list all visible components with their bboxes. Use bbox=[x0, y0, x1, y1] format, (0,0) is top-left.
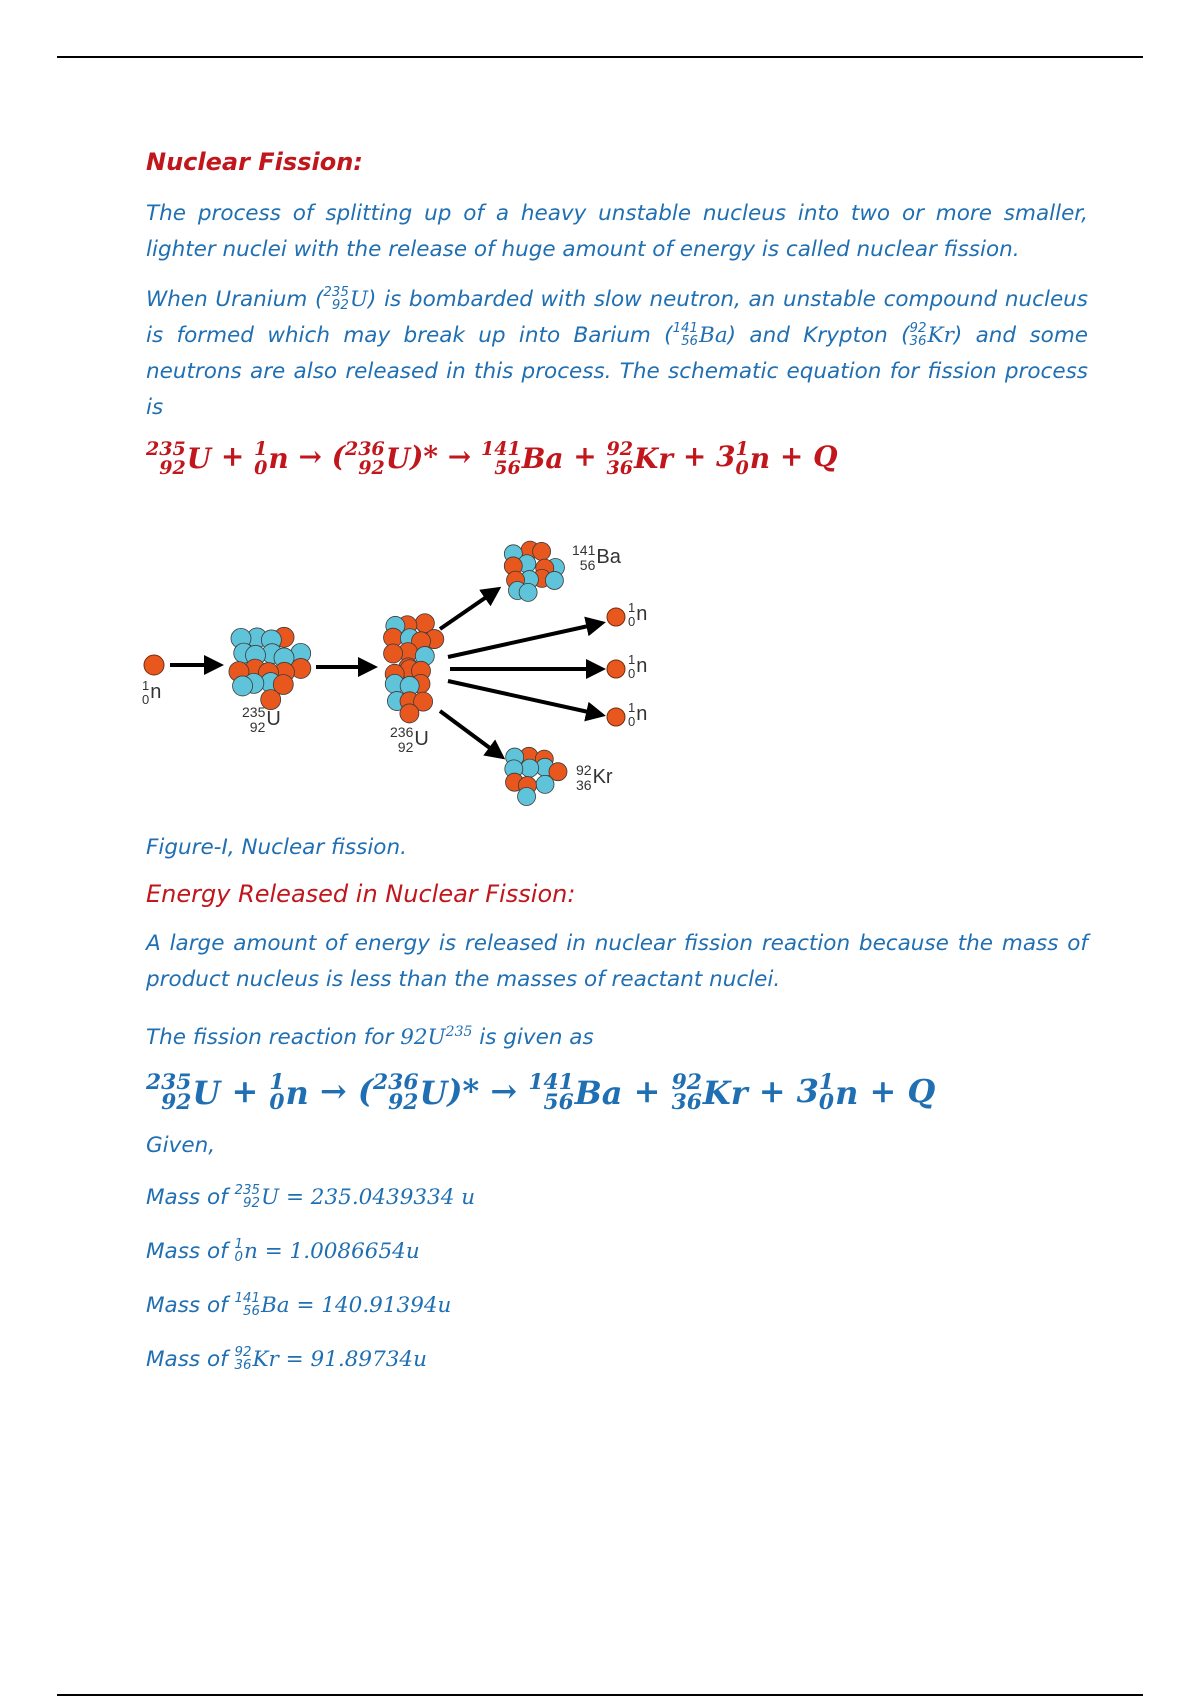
mass-number: 92 bbox=[576, 761, 592, 778]
plus-sign: + bbox=[682, 440, 707, 473]
top-rule bbox=[57, 56, 1143, 58]
label-u236 bbox=[390, 725, 429, 755]
mass-number: 92 bbox=[606, 438, 633, 461]
atomic-number: 92 bbox=[243, 1195, 260, 1211]
mass-prefix: Mass of bbox=[146, 1184, 235, 1210]
atomic-number: 92 bbox=[249, 718, 266, 735]
isotope bbox=[235, 1234, 258, 1270]
isotope-u235 bbox=[146, 1069, 221, 1116]
nucleon bbox=[233, 676, 253, 696]
symbol: n bbox=[636, 603, 648, 626]
nucleon bbox=[384, 644, 403, 663]
mass-number: 236 bbox=[344, 438, 385, 461]
symbol: n bbox=[636, 655, 648, 678]
isotope-kr92 bbox=[910, 318, 954, 354]
symbol: Kr bbox=[927, 323, 954, 348]
symbol: U bbox=[266, 708, 281, 731]
para-fission-reaction-intro bbox=[146, 1014, 1088, 1056]
close-paren-star: )* bbox=[447, 1071, 480, 1110]
label-neutron-out-1 bbox=[628, 601, 647, 629]
nucleon bbox=[545, 571, 563, 589]
atomic-number: 0 bbox=[628, 613, 636, 629]
isotope-ba141 bbox=[528, 1069, 623, 1116]
isotope-u235 bbox=[323, 282, 368, 318]
symbol: n bbox=[150, 681, 162, 704]
isotope-neutron bbox=[254, 438, 289, 479]
mass-row-neutron bbox=[146, 1234, 1088, 1270]
text: is given as bbox=[472, 1024, 594, 1050]
arrow-to-neutron-3 bbox=[448, 681, 602, 715]
mass-prefix: Mass of bbox=[146, 1346, 235, 1372]
symbol: n bbox=[835, 1074, 859, 1113]
arrow-to-krypton bbox=[440, 711, 502, 757]
mass-list bbox=[146, 1180, 1088, 1378]
isotope-neutron bbox=[269, 1069, 309, 1116]
nucleus-u235 bbox=[229, 627, 311, 709]
mass-number: 1 bbox=[628, 699, 636, 715]
coefficient: 3 bbox=[796, 1071, 819, 1110]
mass-row-krypton bbox=[146, 1342, 1088, 1378]
plus-sign: + bbox=[633, 1071, 661, 1110]
atomic-number: 92 bbox=[159, 456, 186, 479]
mass-number: 1 bbox=[142, 677, 150, 693]
symbol: Kr bbox=[633, 442, 674, 475]
symbol: U bbox=[192, 1074, 221, 1113]
plus-sign: + bbox=[573, 440, 597, 473]
mass-number: 236 bbox=[373, 1069, 419, 1095]
atomic-number: 0 bbox=[234, 1249, 244, 1265]
figure-caption: Figure-I, Nuclear fission. bbox=[146, 834, 407, 860]
released-neutron-1 bbox=[607, 608, 625, 626]
mass-number: 1 bbox=[254, 438, 268, 461]
isotope-ba141 bbox=[673, 318, 728, 354]
symbol: Ba bbox=[699, 323, 728, 348]
atomic-number: 56 bbox=[494, 456, 521, 479]
symbol: Ba bbox=[260, 1292, 290, 1318]
label-barium bbox=[572, 543, 621, 573]
text: ) is bombarded with slow neutron, an unstable compound nucleus is formed which may break up into Barium ( bbox=[146, 287, 1088, 348]
mass-number: 235 bbox=[323, 285, 349, 301]
atomic-number: 0 bbox=[142, 691, 150, 707]
mass-number: 141 bbox=[528, 1069, 574, 1095]
incoming-neutron bbox=[144, 655, 164, 675]
atomic-number: 56 bbox=[543, 1090, 574, 1116]
plus-sign: + bbox=[231, 1071, 259, 1110]
bottom-rule bbox=[57, 1694, 1143, 1696]
mass-number: 235 bbox=[146, 438, 186, 461]
atomic-number: 0 bbox=[735, 456, 749, 479]
symbol: U bbox=[385, 442, 411, 475]
text: ) and Krypton ( bbox=[727, 323, 910, 348]
arrow-to-barium bbox=[440, 589, 498, 629]
isotope-u235 bbox=[146, 438, 212, 479]
mass-number: 1 bbox=[628, 651, 636, 667]
mass-number: 141 bbox=[234, 1291, 260, 1307]
label-neutron-out-2 bbox=[628, 653, 647, 681]
symbol: Ba bbox=[521, 442, 564, 475]
atomic-number: 0 bbox=[818, 1090, 835, 1116]
atomic-number: 36 bbox=[909, 334, 927, 349]
coefficient: 3 bbox=[716, 440, 736, 473]
mass-row-u235 bbox=[146, 1180, 1088, 1216]
isotope-u236 bbox=[344, 438, 411, 479]
label-u235 bbox=[242, 705, 281, 735]
mass-number: 1 bbox=[818, 1069, 835, 1095]
atomic-number: 36 bbox=[606, 456, 633, 479]
mass-number: 235 bbox=[234, 1183, 260, 1199]
symbol: Ba bbox=[596, 546, 621, 569]
arrow: → bbox=[319, 1071, 347, 1110]
plus-sign: + bbox=[758, 1071, 786, 1110]
atomic-number: 36 bbox=[671, 1090, 702, 1116]
symbol: Ba bbox=[574, 1074, 623, 1113]
isotope-neutron bbox=[735, 438, 771, 479]
released-neutron-2 bbox=[607, 660, 625, 678]
superscript: 235 bbox=[445, 1023, 473, 1040]
atomic-number: 92 bbox=[358, 456, 385, 479]
symbol: n bbox=[268, 442, 289, 475]
nucleon bbox=[533, 542, 551, 560]
mass-number: 92 bbox=[909, 321, 927, 337]
label-krypton bbox=[576, 763, 613, 793]
open-paren: ( bbox=[331, 440, 345, 473]
symbol: Kr bbox=[702, 1074, 748, 1113]
para-uranium-bombardment bbox=[146, 282, 1088, 426]
mass-number: 141 bbox=[672, 321, 699, 337]
mass-prefix: Mass of bbox=[146, 1238, 235, 1264]
released-neutron-3 bbox=[607, 708, 625, 726]
atomic-number: 0 bbox=[628, 713, 636, 729]
mass-value: = 1.0086654u bbox=[257, 1238, 420, 1264]
symbol: U bbox=[414, 728, 429, 751]
energy-q: Q bbox=[813, 440, 838, 473]
mass-value: = 91.89734u bbox=[278, 1346, 427, 1372]
atomic-number: 36 bbox=[234, 1357, 252, 1373]
isotope bbox=[235, 1342, 279, 1378]
isotope-kr92 bbox=[606, 438, 674, 479]
atomic-number: 92 bbox=[161, 1090, 192, 1116]
close-paren-star: )* bbox=[410, 440, 438, 473]
open-paren: ( bbox=[357, 1071, 374, 1110]
mass-number: 235 bbox=[242, 703, 266, 720]
arrow-to-neutron-1 bbox=[448, 623, 602, 657]
mass-number: 92 bbox=[234, 1345, 252, 1361]
energy-q: Q bbox=[907, 1071, 936, 1110]
label-n-in bbox=[142, 679, 161, 707]
atomic-number: 56 bbox=[243, 1303, 260, 1319]
mass-row-barium bbox=[146, 1288, 1088, 1324]
para-definition: The process of splitting up of a heavy unstable nucleus into two or more smaller, lighter nuclei with the release of huge amount of energy is called nuclear fission. bbox=[146, 201, 1088, 262]
atomic-number: 0 bbox=[628, 665, 636, 681]
atomic-number: 36 bbox=[576, 776, 592, 793]
mass-number: 236 bbox=[390, 723, 414, 740]
arrow: → bbox=[447, 440, 472, 473]
nucleon bbox=[400, 704, 419, 723]
nucleon bbox=[521, 759, 539, 777]
fission-equation-blue bbox=[146, 1069, 1088, 1116]
nucleon bbox=[519, 583, 537, 601]
isotope-ba141 bbox=[480, 438, 564, 479]
label-neutron-out-3 bbox=[628, 701, 647, 729]
text: When Uranium ( bbox=[146, 287, 324, 312]
mass-number: 1 bbox=[735, 438, 749, 461]
plus-sign: + bbox=[220, 440, 245, 473]
fission-diagram-svg bbox=[142, 529, 702, 829]
symbol: Kr bbox=[592, 766, 613, 789]
text: ) and some neutrons are also released in this process. The schematic equation for fission process is bbox=[146, 323, 1088, 420]
atomic-number: 92 bbox=[331, 298, 349, 313]
atomic-number: 92 bbox=[388, 1090, 419, 1116]
nucleon bbox=[536, 775, 554, 793]
nucleus-u236 bbox=[384, 613, 444, 722]
fission-equation-red bbox=[146, 440, 1088, 477]
para-energy-explanation: A large amount of energy is released in nuclear fission reaction because the mass of product nucleus is less than the masses of reactant nuclei. bbox=[146, 930, 1088, 992]
fission-diagram bbox=[142, 529, 702, 829]
symbol: U bbox=[260, 1184, 280, 1210]
symbol: Kr bbox=[252, 1346, 279, 1372]
mass-value: = 140.91394u bbox=[289, 1292, 452, 1318]
arrow: → bbox=[298, 440, 322, 473]
atomic-number: 56 bbox=[579, 556, 596, 573]
mass-number: 235 bbox=[146, 1069, 192, 1095]
nucleus-krypton bbox=[505, 747, 567, 805]
isotope-neutron bbox=[818, 1069, 859, 1116]
symbol: U bbox=[349, 287, 368, 312]
mass-number: 1 bbox=[628, 599, 636, 615]
mass-value: = 235.0439334 u bbox=[279, 1184, 476, 1210]
nucleus-barium bbox=[504, 541, 564, 601]
mass-number: 92 bbox=[671, 1069, 702, 1095]
isotope bbox=[235, 1288, 290, 1324]
symbol: n bbox=[285, 1074, 309, 1113]
mass-number: 1 bbox=[234, 1237, 244, 1253]
mass-number: 141 bbox=[572, 541, 596, 558]
math-expr: 92U bbox=[400, 1024, 446, 1050]
atomic-number: 0 bbox=[254, 456, 268, 479]
plus-sign: + bbox=[779, 440, 804, 473]
mass-prefix: Mass of bbox=[146, 1292, 235, 1318]
given-label: Given, bbox=[146, 1132, 216, 1158]
symbol: U bbox=[419, 1074, 448, 1113]
isotope-kr92 bbox=[671, 1069, 748, 1116]
mass-number: 1 bbox=[269, 1069, 285, 1095]
page-content bbox=[142, 148, 1088, 1396]
symbol: n bbox=[749, 442, 771, 475]
nucleon bbox=[518, 787, 536, 805]
heading-nuclear-fission: Nuclear Fission: bbox=[146, 148, 363, 176]
text: The fission reaction for bbox=[146, 1024, 401, 1050]
arrow: → bbox=[490, 1071, 518, 1110]
symbol: U bbox=[186, 442, 212, 475]
heading-energy-released: Energy Released in Nuclear Fission: bbox=[146, 879, 576, 908]
symbol: n bbox=[244, 1238, 258, 1264]
atomic-number: 0 bbox=[269, 1090, 285, 1116]
plus-sign: + bbox=[869, 1071, 897, 1110]
mass-number: 141 bbox=[480, 438, 521, 461]
symbol: n bbox=[636, 703, 648, 726]
atomic-number: 56 bbox=[681, 334, 699, 349]
atomic-number: 92 bbox=[397, 738, 414, 755]
isotope bbox=[235, 1180, 280, 1216]
isotope-u236 bbox=[373, 1069, 448, 1116]
